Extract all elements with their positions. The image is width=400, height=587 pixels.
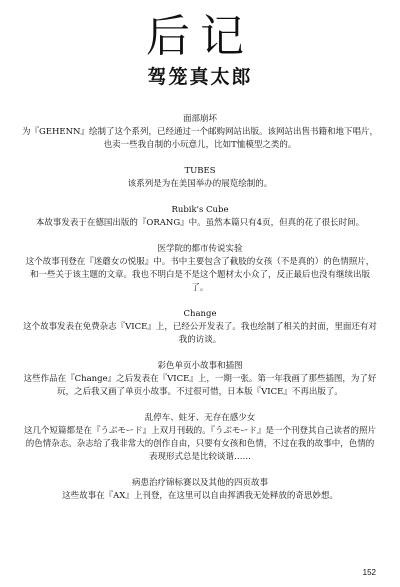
page-title: 后记 (146, 11, 254, 62)
section-title: 医学院的都市传说实验 (157, 244, 243, 254)
section-change (22, 308, 378, 347)
section-body: 这个故事发表在免费杂志『VICE』上，已经公开发表了。我也绘制了相关的封面，里面还有对我的访谈。 (23, 322, 377, 345)
author-name: 驾笼真太郎 (147, 66, 253, 88)
section-medical-school (22, 243, 378, 295)
section-face-collapse (22, 113, 378, 152)
section-title: 彩色单页小故事和插图 (157, 361, 243, 371)
afterword-content (22, 113, 378, 516)
section-tubes (22, 165, 378, 191)
section-body: 这几个短篇都是在『うぶモード』上双月刊载的。『うぶモード』是一个刊登其自己读者的照片的色情杂志。杂志给了我非常大的创作自由，只要有女孩和色情，不过在我的故事中，色情的表现形式总是比较谈谐…… (23, 426, 377, 462)
section-color-pages (22, 360, 378, 399)
section-title: 面部崩坏 (182, 114, 217, 124)
section-title: 乱停车、蛀牙、无存在感少女 (144, 413, 256, 423)
section-title: Change (183, 309, 217, 319)
section-rubiks-cube (22, 204, 378, 230)
section-body: 为『GEHENN』绘制了这个系列，已经通过一个邮购网站出版。该网站出售书籍和地下唱片，也卖一些我自制的小玩意儿，比如T恤模型之类的。 (22, 127, 378, 150)
section-title: TUBES (184, 166, 216, 176)
section-body: 本故事发表于在德国出版的『ORANG』中。虽然本篇只有4页，但真的花了很长时间。 (35, 218, 365, 228)
section-title: Rubik's Cube (171, 205, 229, 215)
section-body: 这些作品在『Change』之后发表在『VICE』上，一期一张。第一年我画了那些插图，为了好玩，之后我又画了单页小故事。不过很可惜，日本版『VICE』不再出版了。 (23, 374, 377, 397)
section-body: 这些故事在『AX』上刊登，在这里可以自由挥洒我无处释放的奇思妙想。 (62, 491, 338, 501)
section-patient-tournament (22, 477, 378, 503)
section-body: 该系列是为在美国举办的展览绘制的。 (127, 179, 273, 189)
page-number: 152 (362, 568, 376, 577)
section-short-stories (22, 412, 378, 464)
section-title: 病患治疗锦标赛以及其他的四页故事 (131, 478, 268, 488)
section-body: 这个故事刊登在『迷蘑女の悦服』中。书中主要包含了截肢的女孩（不是真的）的色情照片，和一些关于该主题的文章。我也不明白是不是这个题材太小众了，反正最后也没有继续出版了。 (25, 257, 375, 293)
